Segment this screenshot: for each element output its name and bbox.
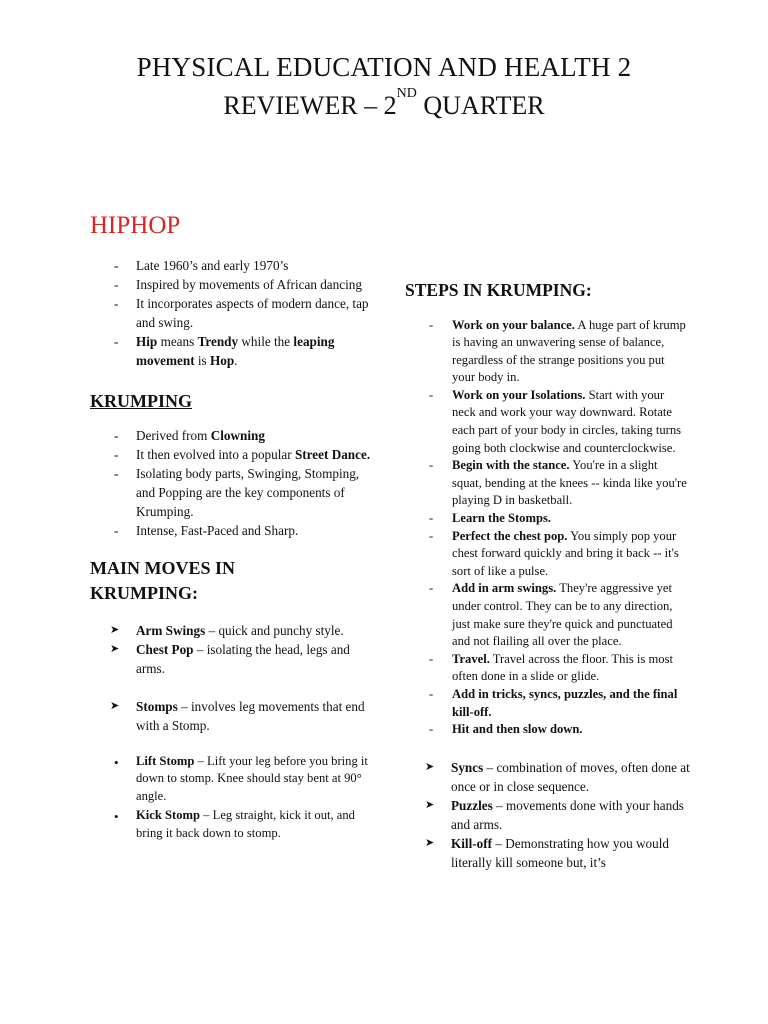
steps-heading: STEPS IN KRUMPING: [405,280,592,300]
list-item [90,640,380,678]
arrow-bullet-icon: ➤ [110,642,120,655]
bold-text: Learn the Stomps. [452,511,552,526]
list-item [90,426,380,445]
hiphop-list [90,256,380,370]
bold-text: Street Dance. [294,447,371,463]
bullet-icon: • [114,809,119,825]
bullet-icon: • [114,754,119,770]
bold-text: Stomps [136,698,178,714]
list-item [90,332,380,370]
steps-list [405,317,690,739]
list-item [90,621,380,640]
subtitle-suffix: QUARTER [416,91,545,120]
list-item [405,510,690,528]
left-column [90,212,380,842]
text: You're in a slight squat, bending at the knees -- kinda like you're playing D in basketball. [452,458,687,508]
subtitle-superscript: ND [396,86,417,101]
list-item [405,834,690,872]
page-title: PHYSICAL EDUCATION AND HEALTH 2 [136,52,632,82]
text: – movements done with your hands and arms. [451,797,684,832]
arrow-bullet-icon: ➤ [425,798,435,811]
list-item [90,521,380,540]
list-item [405,387,690,457]
bold-text: Work on your Isolations. [452,387,586,402]
bold-text: Work on your balance. [452,317,575,332]
text: You simply pop your chest forward quickly and bring it back -- it's sort of like a pulse. [452,528,679,578]
right-column [405,278,690,872]
list-item: - It incorporates aspects of modern dance, tap and swing. [90,294,380,332]
arrow-bullet-icon: ➤ [110,623,120,636]
bold-text: Begin with the stance. [452,458,570,473]
stomp-types-list [90,753,380,843]
text: means [157,334,198,349]
bold-text: Add in tricks, syncs, puzzles, and the final kill-off. [452,686,678,719]
text: . [234,353,238,368]
list-item [405,651,690,686]
list-item [405,686,690,721]
hiphop-heading: HIPHOP [90,212,181,239]
terms-list [405,758,690,872]
list-item [90,445,380,464]
bold-text: Hop [209,353,235,368]
text: They're aggressive yet under control. They can be to any direction, just make sure they're quick and punctuated and not flailing all over the place. [452,581,673,649]
text: – isolating the head, legs and arms. [136,641,350,676]
bold-text: Add in arm swings. [452,581,557,596]
text: Derived from [136,428,211,444]
bold-text: Kill-off [451,835,493,851]
text: Isolating body parts, Swinging, Stomping, and Popping are the key components of Krumping. [136,466,360,520]
list-item [90,464,380,521]
text: – combination of moves, often done at once or in close sequence. [451,759,690,794]
list-item [405,528,690,581]
subtitle-prefix: REVIEWER – 2 [223,91,397,120]
list-item: - Inspired by movements of African dancing [90,275,380,294]
bold-text: Arm Swings [136,622,206,638]
page-subtitle [0,86,768,121]
text: Travel across the floor. This is most often done in a slide or glide. [452,651,673,684]
text: Start with your neck and work your way downward. Rotate each part of your body in circles, taking turns going both clockwise and counterclockwise. [452,387,682,455]
list-item [405,457,690,510]
list-item [90,697,380,735]
text: – Demonstrating how you would literally kill someone but, it’s [451,835,669,870]
text: while the [238,334,294,349]
text: is [194,353,210,368]
arrow-bullet-icon: ➤ [425,836,435,849]
krumping-list [90,426,380,540]
krumping-heading: KRUMPING [90,391,192,411]
list-item [90,753,380,806]
list-item [405,721,690,739]
text: A huge part of krump is having an unwavering sense of balance, regardless of the strange positions you put your body in. [452,317,686,385]
list-item [405,796,690,834]
bold-text: Hit and then slow down. [452,722,583,737]
bold-text: Kick Stomp [136,808,201,823]
text: – Leg straight, kick it out, and bring it back down to stomp. [136,808,355,840]
list-item [405,580,690,650]
text: – involves leg movements that end with a Stomp. [136,698,365,733]
bold-text: Syncs [451,759,484,775]
bold-text: Trendy [197,334,239,349]
bold-text: Puzzles [451,797,493,813]
text: – Lift your leg before you bring it down to stomp. Knee should stay bent at 90° angle. [136,753,368,803]
main-moves-heading: MAIN MOVES IN KRUMPING: [90,558,236,604]
bold-text: Lift Stomp [136,753,195,768]
arrow-bullet-icon: ➤ [110,699,120,712]
list-item [405,317,690,387]
bold-text: Perfect the chest pop. [452,528,568,543]
bold-text: Clowning [210,428,265,444]
list-item: - Late 1960’s and early 1970’s [90,256,380,275]
main-moves-list [90,621,380,735]
bold-text: Travel. [452,651,490,666]
text: Intense, Fast-Paced and Sharp. [136,523,299,539]
text: It then evolved into a popular [136,447,295,463]
bold-text: Hip [136,334,158,349]
bold-text: Chest Pop [136,641,194,657]
list-item [405,758,690,796]
arrow-bullet-icon: ➤ [425,760,435,773]
text: – quick and punchy style. [205,622,344,638]
list-item [90,807,380,842]
bold-text: leaping movement [136,334,335,368]
